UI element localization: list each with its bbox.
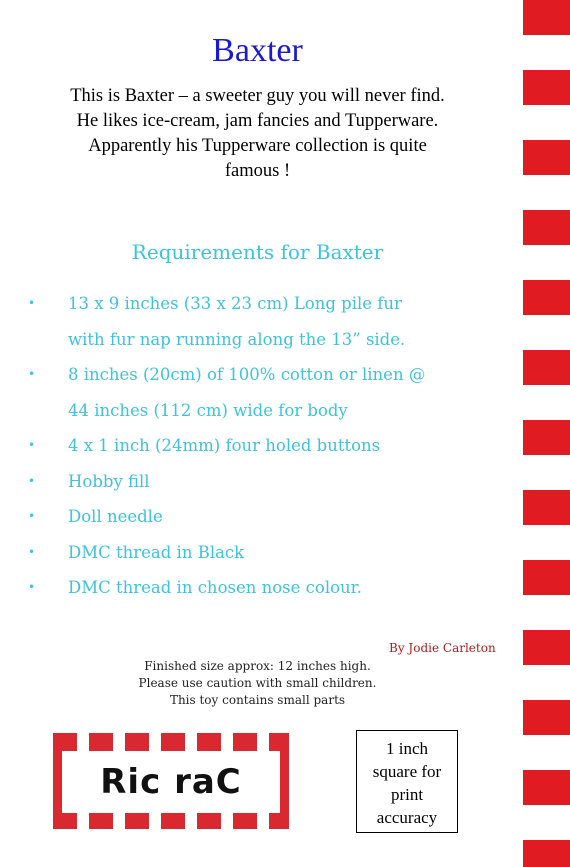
bullet-icon: •: [28, 544, 36, 559]
bullet-icon: •: [28, 509, 36, 523]
intro-line: This is Baxter – a sweeter guy you will never find.: [70, 86, 445, 106]
author-credit: By Jodie Carleton: [389, 641, 496, 655]
note-line: This toy contains small parts: [169, 693, 346, 707]
bullet-icon: •: [28, 367, 36, 381]
list-item-text: 13 x 9 inches (33 x 23 cm) Long pile fur: [68, 294, 402, 313]
logo-label-box: [62, 751, 280, 813]
note-line: Please use caution with small children.: [138, 676, 377, 690]
list-item-text: with fur nap running along the 13” side.: [68, 329, 406, 349]
intro-line: He likes ice-cream, jam fancies and Tupperware.: [76, 111, 439, 131]
list-item-text: Doll needle: [68, 507, 163, 526]
list-item-text: 4 x 1 inch (24mm) four holed buttons: [68, 436, 381, 455]
requirements-heading: Requirements for Baxter: [131, 240, 384, 264]
requirements-list: [0, 286, 520, 606]
inch-box-line: 1 inch: [385, 739, 429, 758]
intro-paragraph: [0, 84, 515, 184]
list-item-continuation: [0, 393, 520, 429]
list-item-text: DMC thread in Black: [68, 542, 245, 562]
safety-notes: [0, 658, 515, 709]
print-accuracy-square: [356, 730, 458, 833]
list-item-text: Hobby fill: [68, 471, 150, 491]
bullet-icon: •: [28, 296, 36, 310]
bullet-icon: •: [28, 580, 36, 594]
list-item-text: DMC thread in chosen nose colour.: [68, 578, 362, 597]
list-item: [0, 428, 520, 464]
inch-box-line: accuracy: [376, 808, 438, 827]
bullet-icon: •: [28, 473, 36, 488]
intro-line: famous !: [224, 161, 291, 181]
decorative-stripe-border: [523, 0, 570, 867]
list-item-text: 8 inches (20cm) of 100% cotton or linen @: [68, 365, 426, 384]
list-item-text: 44 inches (112 cm) wide for body: [68, 400, 348, 420]
list-item-continuation: [0, 322, 520, 358]
intro-line: Apparently his Tupperware collection is quite: [88, 136, 427, 156]
logo-text: Ric raC: [100, 762, 242, 802]
note-line: Finished size approx: 12 inches high.: [144, 659, 371, 673]
list-item: [0, 357, 520, 393]
list-item: [0, 286, 520, 322]
inch-box-line: print: [390, 785, 424, 804]
ricrac-logo: [53, 733, 289, 829]
list-item: [0, 570, 520, 606]
list-item: [0, 464, 520, 500]
inch-box-line: square for: [372, 762, 442, 781]
page-title: Baxter: [212, 32, 303, 69]
list-item: [0, 535, 520, 571]
list-item: [0, 499, 520, 535]
bullet-icon: •: [28, 438, 36, 452]
